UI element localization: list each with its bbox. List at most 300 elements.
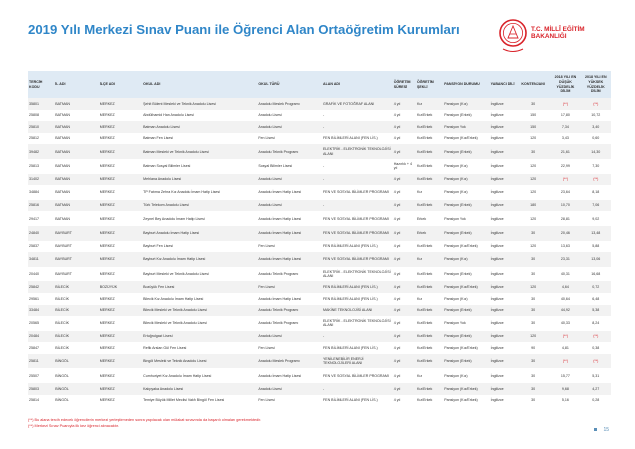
table-cell: BATMAN [55, 216, 70, 221]
table-cell: 21,61 [560, 149, 570, 154]
table-row [28, 342, 611, 354]
table-cell: MAKİNE TEKNOLOJİSİ ALANI [322, 308, 373, 313]
table-cell: Kız/Erkek [416, 321, 433, 326]
table-cell: 0,60 [592, 136, 600, 141]
table-cell: MERKEZ [99, 373, 115, 378]
schools-table-container [28, 71, 611, 406]
table-cell: 25810 [29, 124, 39, 129]
table-cell: MERKEZ [99, 321, 115, 326]
table-cell: Ertuğrulgazi Lisesi [143, 334, 173, 339]
table-cell: (**) [562, 359, 569, 364]
table-cell: Pansiyon (Kız/Erkek) [444, 136, 478, 141]
table-cell: BİLECİK [55, 308, 70, 313]
table-cell: Fen Lisesi [258, 136, 275, 141]
table-row [28, 383, 611, 395]
table-cell: YENİLENEBİLİR ENERJİ TEKNOLOJİLERİ ALANI [322, 356, 364, 366]
table-cell: 0,72 [592, 285, 600, 289]
table-cell: Anadolu İmam Hatip Lisesi [258, 257, 302, 262]
table-cell: 120 [530, 334, 537, 339]
table-cell: Pansiyon (Erkek) [444, 334, 472, 339]
ministry-name [531, 26, 585, 41]
schools-table [28, 71, 611, 406]
col-header: 2018 YILI EN DÜŞÜK YÜZDELİK DİLİM [554, 75, 577, 94]
table-cell: 30 [531, 296, 536, 301]
table-cell: 4 yıl [393, 190, 401, 195]
table-cell: Batman Fen Lisesi [143, 136, 173, 141]
table-cell: MERKEZ [99, 164, 115, 169]
table-row [28, 200, 611, 212]
table-cell: Şehit Bülent Mesleki ve Teknik Anadolu Lisesi [143, 101, 216, 106]
table-cell: İngilizce [490, 136, 504, 141]
table-cell: 23,64 [560, 190, 570, 195]
table-cell: 180 [530, 203, 537, 208]
table-row [28, 331, 611, 343]
table-row [28, 267, 611, 282]
table-cell: 4 yıl [393, 113, 401, 118]
table-cell: BAYBURT [55, 231, 72, 236]
table-cell: 0,28 [592, 398, 600, 403]
ministry-logo-icon [498, 16, 528, 56]
table-cell: Anadolu İmam Hatip Lisesi [258, 216, 302, 221]
table-cell: FEN BİLİMLERİ ALANI (FEN LİS.) [322, 285, 378, 289]
table-cell: - [322, 177, 325, 182]
table-cell: Fen Lisesi [258, 398, 275, 403]
table-cell: BİLECİK [55, 296, 70, 301]
table-cell: 40,64 [560, 296, 570, 301]
table-cell: 20484 [29, 334, 39, 339]
table-cell: 4 yıl [393, 231, 401, 236]
table-cell: BATMAN [55, 113, 70, 118]
table-cell: İngilizce [490, 257, 504, 262]
table-cell: TP Fatıma Zehra Kız Anadolu İmam Hatip Lisesi [143, 190, 220, 195]
table-cell: BİLECİK [55, 321, 70, 326]
table-cell: BATMAN [55, 124, 70, 129]
table-cell: 25814 [29, 398, 39, 403]
table-cell: 4 yıl [393, 373, 401, 378]
table-cell: Pansiyon (Kız) [444, 190, 468, 195]
table-row [28, 226, 611, 241]
table-cell: 30 [531, 271, 536, 276]
table-cell: 10,70 [560, 203, 570, 208]
table-cell: Anadolu İmam Hatip Lisesi [258, 231, 302, 236]
table-cell: FEN VE SOSYAL BİLİMLER PROGRAMI [322, 216, 389, 221]
table-cell: BOZÜYÜK [99, 285, 118, 289]
table-cell: Anadolu Meslek Programı [258, 359, 300, 364]
table-cell: Anadolu Lisesi [258, 386, 282, 391]
table-cell: Anadolu Teknik Programı [258, 321, 299, 326]
table-header-row [28, 71, 611, 98]
table-cell: İngilizce [490, 177, 504, 182]
table-cell: FEN BİLİMLERİ ALANI (FEN LİS.) [322, 136, 378, 141]
table-cell: İngilizce [490, 345, 504, 350]
table-cell: Kız/Erkek [416, 124, 433, 129]
table-cell: 6,48 [592, 296, 600, 301]
table-cell: Anadolu Meslek Programı [258, 101, 300, 106]
table-cell: 5,16 [561, 398, 569, 403]
table-cell: İngilizce [490, 308, 504, 313]
table-cell: Pansiyon Yok [444, 216, 466, 221]
table-row [28, 252, 611, 267]
table-cell: 4 yıl [393, 124, 401, 129]
table-cell: İngilizce [490, 244, 504, 249]
table-cell: 13,06 [591, 257, 601, 262]
table-cell: Pansiyon (Erkek) [444, 113, 472, 118]
table-cell: İngilizce [490, 321, 504, 326]
table-cell: Anadolu İmam Hatip Lisesi [258, 190, 302, 195]
table-cell: 28,81 [560, 216, 570, 221]
col-header: ÖĞRETİM SÜRESİ [393, 79, 411, 89]
table-cell: BİLECİK [55, 285, 70, 289]
table-cell: Anadolu İmam Hatip Lisesi [258, 373, 302, 378]
table-cell: BİNGÖL [55, 398, 69, 403]
table-cell: (**) [593, 177, 599, 182]
table-cell: Pansiyon (Erkek) [444, 203, 472, 208]
table-cell: 4 yıl [393, 136, 401, 141]
table-cell: İngilizce [490, 149, 504, 154]
table-cell: ELEKTRİK - ELEKTRONİK TEKNOLOJİSİ ALANI [322, 319, 391, 328]
table-cell: Bayburt Anadolu İmam Hatip Lisesi [143, 231, 200, 236]
table-cell: İngilizce [490, 373, 504, 378]
table-cell: (**) [562, 177, 569, 182]
table-cell: Abdülhamid Han Anadolu Lisesi [143, 113, 194, 118]
table-cell: Pansiyon (Kız/Erkek) [444, 285, 478, 289]
table-cell: İngilizce [490, 190, 504, 195]
table-cell: 120 [530, 216, 537, 221]
table-cell: 8,18 [592, 190, 600, 195]
table-cell: 24840 [29, 231, 39, 236]
table-cell: 25808 [29, 113, 39, 118]
table-cell: Pansiyon (Kız) [444, 101, 468, 106]
table-cell: MERKEZ [99, 216, 115, 221]
table-cell: Kız [416, 101, 423, 106]
table-cell: MERKEZ [99, 203, 115, 208]
table-cell: Bayburt Kız Anadolu İmam Hatip Lisesi [143, 257, 206, 262]
table-cell: 30 [531, 386, 536, 391]
table-cell: Anadolu Teknik Programı [258, 149, 299, 154]
table-cell: Pansiyon (Erkek) [444, 231, 472, 236]
col-header: ALAN ADI [322, 82, 341, 87]
table-cell: 33484 [29, 308, 39, 313]
table-cell: - [322, 113, 325, 118]
table-cell: FEN BİLİMLERİ ALANI (FEN LİS.) [322, 398, 378, 403]
table-row [28, 159, 611, 174]
table-cell: FEN VE SOSYAL BİLİMLER PROGRAMI [322, 231, 389, 236]
table-cell: BİLECİK [55, 334, 70, 339]
table-cell: Pansiyon (Kız) [444, 257, 468, 262]
table-cell: 20440 [29, 271, 39, 276]
table-cell: Kız [416, 296, 423, 301]
table-cell: BATMAN [55, 101, 70, 106]
page-title: 2019 Yılı Merkezi Sınav Puanı ile Öğrenci Alan Ortaöğretim Kurumları [28, 22, 460, 37]
table-cell: İngilizce [490, 164, 504, 169]
table-cell: İngilizce [490, 359, 504, 364]
table-cell: 30 [531, 398, 536, 403]
table-cell: MERKEZ [99, 149, 115, 154]
table-cell: 29561 [29, 296, 39, 301]
page-number: 15 [603, 427, 609, 433]
table-cell: 40,31 [560, 271, 570, 276]
table-cell: Pansiyon (Erkek) [444, 308, 472, 313]
table-cell: Pansiyon (Kız/Erkek) [444, 345, 478, 350]
table-cell: (**) [593, 101, 599, 106]
table-cell: 23,31 [560, 257, 570, 262]
col-header: İL ADI [55, 82, 66, 87]
table-cell: 29417 [29, 216, 39, 221]
table-cell: (**) [562, 334, 569, 339]
table-cell: Kız/Erkek [416, 271, 433, 276]
table-cell: MERKEZ [99, 271, 115, 276]
table-cell: Pansiyon (Kız) [444, 296, 468, 301]
table-cell: 31402 [29, 177, 39, 182]
table-cell: Hazırlık + 4 yıl [393, 162, 412, 171]
table-cell: 120 [530, 164, 537, 169]
table-cell: İngilizce [490, 296, 504, 301]
table-cell: MERKEZ [99, 308, 115, 313]
table-cell: 4 yıl [393, 216, 401, 221]
table-row [28, 144, 611, 159]
table-cell: 25837 [29, 244, 39, 249]
table-cell: BAYBURT [55, 257, 72, 262]
table-cell: MERKEZ [99, 334, 115, 339]
table-cell: 34811 [29, 257, 39, 262]
table-cell: MERKEZ [99, 359, 115, 364]
table-cell: Kız/Erkek [416, 149, 433, 154]
table-cell: 44,92 [560, 308, 570, 313]
table-cell: 8,24 [592, 321, 600, 326]
table-cell: 30 [531, 257, 536, 262]
table-cell: 14,30 [591, 149, 601, 154]
col-header: KONTENJANI [521, 82, 545, 87]
table-cell: 5,38 [592, 308, 600, 313]
table-cell: 7,34 [561, 124, 569, 129]
table-cell: 4 yıl [393, 285, 401, 289]
table-cell: Mehlana Anadolu Lisesi [143, 177, 182, 182]
table-cell: Kalıpyaka Anadolu Lisesi [143, 386, 184, 391]
table-cell: 4,64 [561, 285, 569, 289]
table-row [28, 395, 611, 407]
col-header: OKUL TÜRÜ [258, 82, 280, 87]
table-cell: 150 [530, 113, 537, 118]
table-cell: Anadolu Lisesi [258, 113, 282, 118]
table-cell: (**) [593, 359, 599, 364]
table-cell: 30 [531, 359, 536, 364]
table-cell: 4 yıl [393, 359, 401, 364]
table-cell: 4 yıl [393, 386, 401, 391]
table-cell: 4 yıl [393, 257, 401, 262]
table-cell: FEN VE SOSYAL BİLİMLER PROGRAMI [322, 257, 389, 262]
table-cell: 30 [531, 101, 536, 106]
table-cell: 4 yıl [393, 345, 401, 350]
table-cell: Fen Lisesi [258, 345, 275, 350]
table-cell: Anadolu Teknik Programı [258, 308, 299, 313]
table-cell: BAYBURT [55, 271, 72, 276]
table-cell: - [322, 203, 325, 208]
table-cell: Sosyal Bilimler Lisesi [258, 164, 293, 169]
table-row [28, 185, 611, 200]
table-cell: Kız/Erkek [416, 285, 433, 289]
table-cell: MERKEZ [99, 101, 115, 106]
table-cell: BİNGÖL [55, 373, 69, 378]
table-cell: 4 yıl [393, 398, 401, 403]
table-cell: Bozüyük Fen Lisesi [143, 285, 175, 289]
table-cell: 0,38 [592, 345, 600, 350]
table-cell: (**) [593, 334, 599, 339]
table-cell: MERKEZ [99, 190, 115, 195]
table-cell: 25813 [29, 164, 39, 169]
table-cell: Pansiyon (Kız/Erkek) [444, 398, 478, 403]
table-cell: MERKEZ [99, 398, 115, 403]
table-cell: 5,31 [592, 373, 600, 378]
table-cell: Batman Sosyal Bilimler Lisesi [143, 164, 191, 169]
table-cell: Anadolu Lisesi [258, 177, 282, 182]
table-cell: 4 yıl [393, 177, 401, 182]
table-cell: BATMAN [55, 149, 70, 154]
col-header: 2018 YILI EN YÜKSEK YÜZDELİK DİLİM [585, 75, 607, 94]
table-cell: 7,30 [592, 164, 600, 169]
table-row [28, 293, 611, 305]
table-cell: Pansiyon Yok [444, 124, 466, 129]
table-cell: Erkek [416, 231, 427, 236]
table-cell: Anadolu Lisesi [258, 124, 282, 129]
table-cell: İngilizce [490, 271, 504, 276]
table-cell: BATMAN [55, 177, 70, 182]
table-row [28, 281, 611, 293]
table-cell: 4 yıl [393, 101, 401, 106]
table-cell: İngilizce [490, 203, 504, 208]
table-cell: Kız/Erkek [416, 334, 433, 339]
table-cell: MERKEZ [99, 244, 115, 249]
table-cell: Kız [416, 190, 423, 195]
table-cell: Bilecik Mesleki ve Teknik Anadolu Lisesi [143, 321, 207, 326]
table-cell: Pansiyon (Kız) [444, 373, 468, 378]
table-cell: Kız/Erkek [416, 398, 433, 403]
table-cell: Kız/Erkek [416, 308, 433, 313]
table-cell: Kız/Erkek [416, 136, 433, 141]
table-cell: İngilizce [490, 216, 504, 221]
table-cell: İngilizce [490, 231, 504, 236]
table-cell: 9,02 [592, 216, 600, 221]
table-cell: Fen Lisesi [258, 285, 275, 289]
table-cell: İngilizce [490, 285, 504, 289]
col-header: PANSİYON DURUMU [444, 82, 480, 87]
table-cell: - [322, 164, 325, 169]
footnote-text: Bu alana tercih edecek öğrencilerin merkezi yerleştirmeden sonra yapılacak olan mülakat sınavında da başarılı olmaları gerekmektedir. [34, 418, 262, 422]
table-cell: Bayburt Fen Lisesi [143, 244, 173, 249]
table-cell: ELEKTRİK - ELEKTRONİK TEKNOLOJİSİ ALANI [322, 147, 391, 156]
col-header: OKUL ADI [143, 82, 161, 87]
table-cell: BİLECİK [55, 345, 70, 350]
table-cell: MERKEZ [99, 177, 115, 182]
table-cell: FEN BİLİMLERİ ALANI (FEN LİS.) [322, 296, 378, 301]
table-cell: Kız [416, 373, 423, 378]
table-cell: Kız/Erkek [416, 113, 433, 118]
table-cell: - [322, 124, 325, 129]
table-cell: MERKEZ [99, 113, 115, 118]
col-header: TERCİH KODU [29, 79, 43, 89]
table-cell: 22,99 [560, 164, 570, 169]
table-cell: Pansiyon (Kız/Erkek) [444, 244, 478, 249]
table-cell: 30 [531, 308, 536, 313]
table-row [28, 305, 611, 317]
table-cell: Kız/Erkek [416, 244, 433, 249]
table-cell: FEN BİLİMLERİ ALANI (FEN LİS.) [322, 345, 378, 350]
table-cell: 4 yıl [393, 203, 401, 208]
table-cell: 150 [530, 124, 537, 129]
table-row [28, 241, 611, 253]
table-row [28, 174, 611, 186]
table-cell: Kız/Erkek [416, 164, 433, 169]
table-cell: 120 [530, 190, 537, 195]
table-cell: Bilecik Mesleki ve Teknik Anadolu Lisesi [143, 308, 207, 313]
table-cell: Batman Mesleki ve Teknik Anadolu Lisesi [143, 149, 209, 154]
table-row [28, 211, 611, 226]
table-cell: BATMAN [55, 190, 70, 195]
table-cell: İngilizce [490, 334, 504, 339]
table-body [28, 98, 611, 406]
table-cell: BAYBURT [55, 244, 72, 249]
table-cell: İngilizce [490, 398, 504, 403]
ministry-name-line2: BAKANLIĞI [531, 33, 567, 41]
table-cell: BİNGÖL [55, 359, 69, 364]
table-cell: 120 [530, 244, 537, 249]
table-cell: Temiye Büyük Millet Meclisi Vakfı Bingöl Fen Lisesi [143, 398, 225, 403]
table-row [28, 316, 611, 331]
table-cell: MERKEZ [99, 296, 115, 301]
table-cell: Bingöl Mesleki ve Teknik Anadolu Lisesi [143, 359, 207, 364]
table-cell: BATMAN [55, 164, 70, 169]
table-cell: 25847 [29, 345, 39, 350]
table-cell: 13,63 [560, 244, 570, 249]
table-cell: Pansiyon (Erkek) [444, 149, 472, 154]
table-cell: 30 [531, 231, 536, 236]
table-cell: 20565 [29, 321, 39, 326]
table-cell: 4 yıl [393, 244, 401, 249]
table-cell: GRAFİK VE FOTOĞRAF ALANI [322, 101, 375, 106]
table-cell: İngilizce [490, 113, 504, 118]
table-cell: 13,48 [591, 231, 601, 236]
table-cell: BATMAN [55, 136, 70, 141]
table-cell: 9,68 [561, 386, 569, 391]
table-cell: 25816 [29, 203, 39, 208]
table-cell: 35801 [29, 101, 39, 106]
page-marker-icon [594, 428, 597, 431]
table-cell: 120 [530, 285, 537, 289]
table-cell: 25811 [29, 359, 39, 364]
table-cell: Anadolu Teknik Programı [258, 271, 299, 276]
table-cell: BİNGÖL [55, 386, 69, 391]
table-cell: (**) [562, 101, 569, 106]
table-cell: MERKEZ [99, 136, 115, 141]
table-row [28, 133, 611, 145]
table-cell: 5,88 [592, 244, 600, 249]
table-cell: MERKEZ [99, 345, 115, 350]
table-cell: 30 [531, 321, 536, 326]
table-cell: 4 yıl [393, 308, 401, 313]
table-cell: 4,27 [592, 386, 600, 391]
table-cell: 4 yıl [393, 271, 401, 276]
table-cell: 90 [531, 345, 536, 350]
table-cell: Fen Lisesi [258, 244, 275, 249]
table-cell: MERKEZ [99, 386, 115, 391]
table-cell: 10,72 [591, 113, 601, 118]
table-cell: Kız/Erkek [416, 177, 433, 182]
table-cell: Erkek [416, 216, 427, 221]
table-cell: 20,46 [560, 231, 570, 236]
table-cell: 17,80 [560, 113, 570, 118]
table-cell: Pansiyon Yok [444, 321, 466, 326]
table-cell: 25812 [29, 136, 39, 141]
table-cell: 15,77 [560, 373, 570, 378]
